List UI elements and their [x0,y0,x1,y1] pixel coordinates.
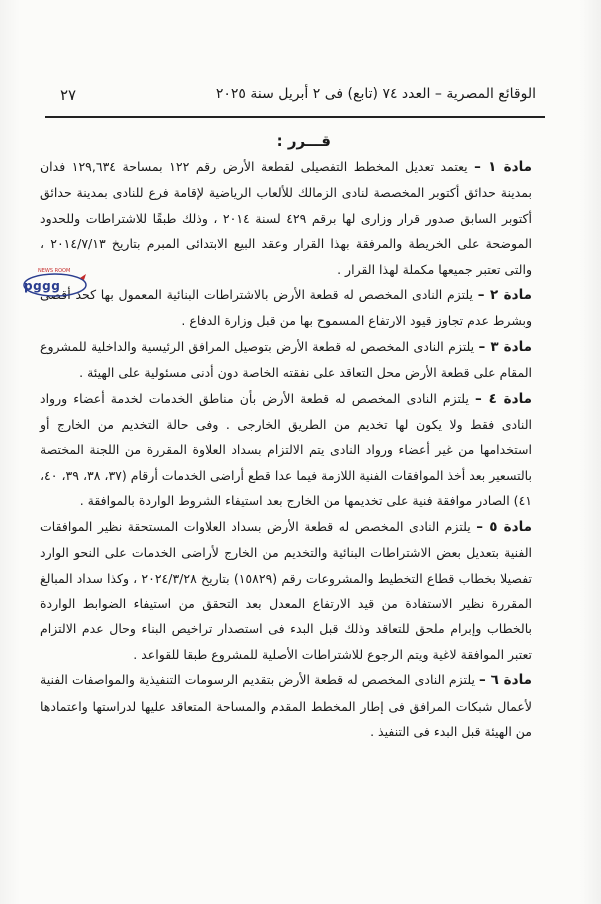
article-label: مادة ٣ – [478,338,532,355]
article-label: مادة ١ – [474,159,532,175]
article-label: مادة ٤ – [475,390,533,407]
article-6 [40,667,532,744]
article-text: يلتزم النادى المخصص له قطعة الأرض بأن مناطق الخدمات لخدمة أعضاء ورواد النادى فقط ولا يكون لها تخديم من الطريق الخارجى . وفى حالة التخديم من الخارج أو استخدامها من غير أعضاء ورواد النادى يتم الالتزام بسداد العلاوة المقررة من اللجنة المختصة بالتسعير بعد أخذ الموافقات الفنية اللازمة فيما عدا قطع أراضى الخدمات أرقام (٣٧، ٣٨، ٣٩، ٤٠، ٤١) الصادر موافقة فنية على تخديمها من الخارج بعد استيفاء الشروط الواردة بالموافقة . [40,390,532,509]
page-header [58,86,536,108]
article-label: مادة ٢ – [477,287,533,304]
newsroom-watermark-logo [22,268,88,298]
article-4 [40,386,532,514]
article-label: مادة ٥ – [476,518,533,535]
article-text: يلتزم النادى المخصص له قطعة الأرض بتوصيل المرافق الرئيسية والداخلية للمشروع المقام على قطعة الأرض محل التعاقد على نفقته الخاصة دون أدنى مسئولية على الهيئة . [40,338,532,381]
decision-heading: قـــرر : [276,132,331,150]
article-3 [40,334,532,386]
article-5 [40,514,532,667]
article-label: مادة ٦ – [479,672,533,689]
article-text: يلتزم النادى المخصص له قطعة الأرض بسداد العلاوات المستحقة نظير الموافقات الفنية بتعديل بعض الاشتراطات البنائية والتخديم من الخارج لأراضى الخدمات على النحو الوارد تفصيلا بخطاب قطاع التخطيط والمشروعات رقم (١٥٨٢٩) بتاريخ ٢٠٢٤/٣/٢٨ ، وكذا سداد المبالغ المقررة نظير الاستفادة من قيد الارتفاع المعدل بعد التحقق من استيفاء الضوابط الواردة بالخطاب وإبرام ملحق للتعاقد وذلك قبل البدء فى استصدار تراخيص البناء وحال عدم الالتزام تعتبر الموافقة لاغية ويتم الرجوع للاشتراطات الأصلية للمشروع طبقا للقواعد . [40,518,533,662]
watermark-small-text: NEWS ROOM [38,268,71,274]
header-title: الوقائع المصرية – العدد ٧٤ (تابع) فى ٢ أبريل سنة ٢٠٢٥ [215,86,536,102]
header-divider [45,116,545,118]
page-number: ٢٧ [60,86,77,104]
article-text: يعتمد تعديل المخطط التفصيلى لقطعة الأرض رقم ١٢٢ بمساحة ١٢٩,٦٣٤ فدان بمدينة حدائق أكتوبر المخصصة لنادى الزمالك للألعاب الرياضية لإقامة فرع للنادى بمدينة حدائق أكتوبر السابق صدور قرار وزارى لها برقم ٤٢٩ لسنة ٢٠١٤ ، وذلك طبقًا للاشتراطات وللحدود الموضحة على الخريطة والمرفقة بهذا القرار وعقد البيع الابتدائى المبرم بتاريخ ٢٠١٤/٧/١٣ ، والتى تعتبر جميعها مكملة لهذا القرار . [40,159,532,277]
article-2 [40,282,532,334]
article-text: يلتزم النادى المخصص له قطعة الأرض بالاشتراطات البنائية المعمول بها كحد أقصى وبشرط عدم تجاوز قيود الارتفاع المسموح بها من قبل وزارة الدفاع . [40,287,532,329]
decision-body [40,154,532,744]
watermark-brand-text: pggg [24,279,61,293]
article-1 [40,154,532,282]
article-text: يلتزم النادى المخصص له قطعة الأرض بتقديم الرسومات التنفيذية والمواصفات الفنية لأعمال شبكات المرافق فى إطار المخطط المقدم والمساحة المتعاقد عليها لدراستها واعتمادها من الهيئة قبل البدء فى التنفيذ . [40,672,532,739]
